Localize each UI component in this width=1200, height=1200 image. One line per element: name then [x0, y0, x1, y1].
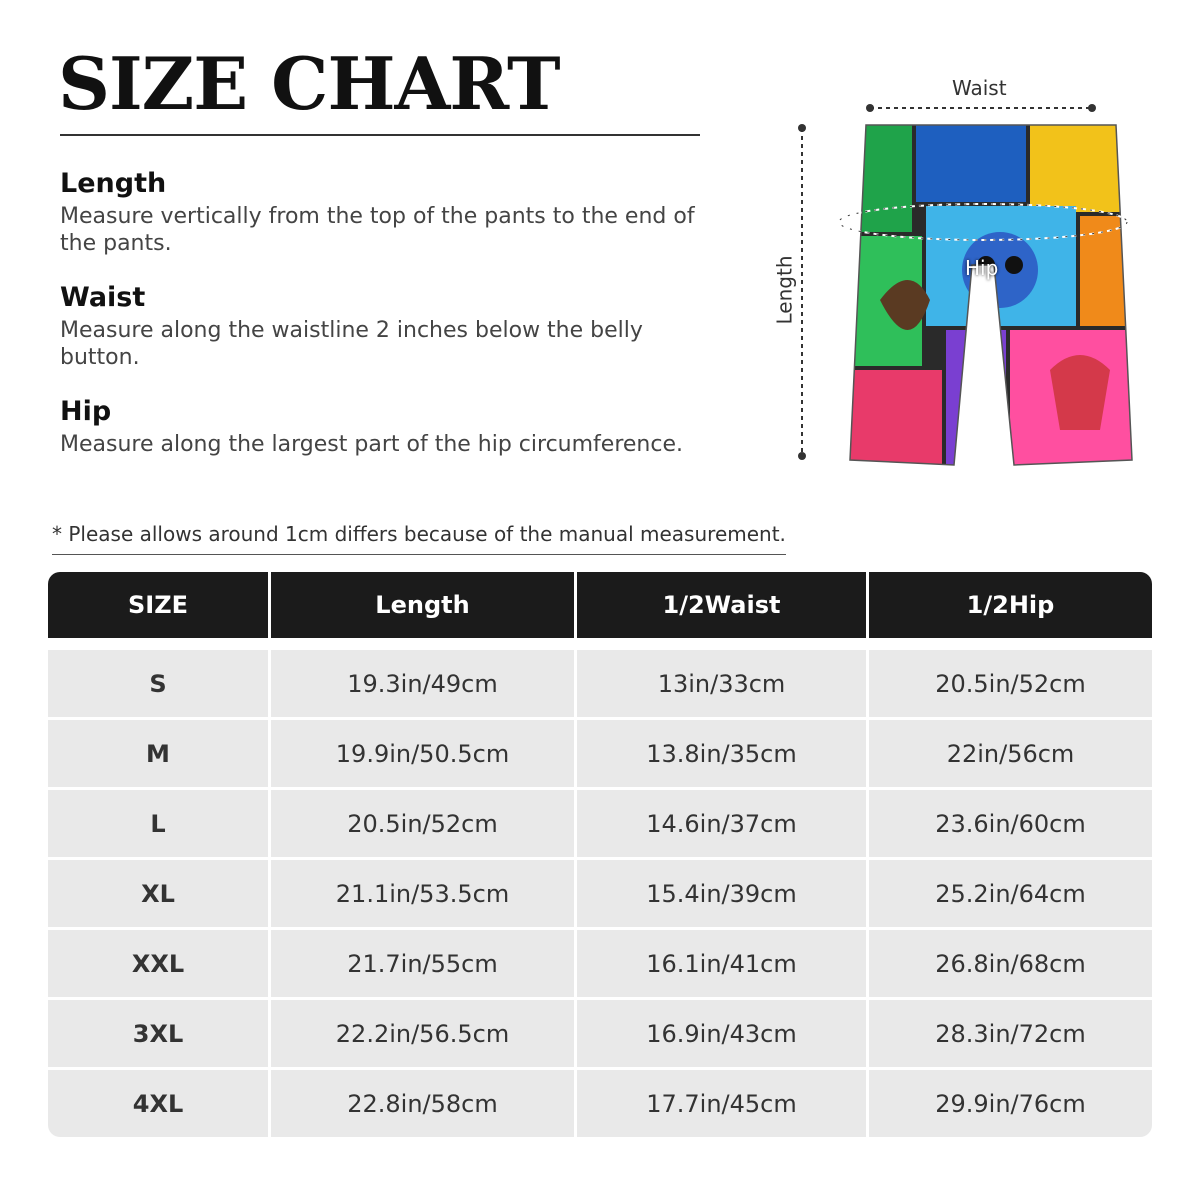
table-row — [48, 1070, 1152, 1137]
waist-cell: 13.8in/35cm — [574, 720, 866, 787]
definition-term: Waist — [60, 282, 146, 313]
table-row — [48, 1000, 1152, 1067]
hip-cell: 23.6in/60cm — [866, 790, 1152, 857]
shorts-illustration — [770, 70, 1170, 490]
hip-label: Hip — [965, 256, 999, 280]
definition-text: Measure vertically from the top of the pants to the end of the pants. — [60, 204, 695, 257]
measurement-note: * Please allows around 1cm differs because of the manual measurement. — [52, 522, 786, 546]
hip-cell: 20.5in/52cm — [866, 650, 1152, 717]
title-divider — [60, 134, 700, 136]
header-cell: 1/2Hip — [866, 572, 1152, 638]
definition-term: Length — [60, 168, 167, 199]
size-cell: XL — [48, 860, 268, 927]
header-cell: Length — [268, 572, 574, 638]
length-cell: 19.9in/50.5cm — [268, 720, 574, 787]
hip-cell: 26.8in/68cm — [866, 930, 1152, 997]
table-body — [48, 650, 1152, 1137]
header-cell: 1/2Waist — [574, 572, 866, 638]
length-cell: 22.8in/58cm — [268, 1070, 574, 1137]
waist-cell: 14.6in/37cm — [574, 790, 866, 857]
length-cell: 21.7in/55cm — [268, 930, 574, 997]
size-cell: L — [48, 790, 268, 857]
definition-text: Measure along the waistline 2 inches below the belly button. — [60, 318, 643, 371]
length-cell: 19.3in/49cm — [268, 650, 574, 717]
definition-hip — [60, 396, 700, 459]
waist-label: Waist — [952, 76, 1007, 100]
table-row — [48, 930, 1152, 997]
waist-cell: 16.9in/43cm — [574, 1000, 866, 1067]
table-row — [48, 790, 1152, 857]
waist-cell: 16.1in/41cm — [574, 930, 866, 997]
size-table — [48, 572, 1152, 1137]
table-row — [48, 650, 1152, 717]
shorts-diagram — [770, 70, 1170, 490]
size-cell: 3XL — [48, 1000, 268, 1067]
table-row — [48, 860, 1152, 927]
length-label: Length — [772, 255, 797, 325]
size-cell: M — [48, 720, 268, 787]
note-divider — [52, 554, 786, 555]
length-cell: 20.5in/52cm — [268, 790, 574, 857]
hip-cell: 25.2in/64cm — [866, 860, 1152, 927]
definition-length — [60, 168, 700, 258]
waist-cell: 15.4in/39cm — [574, 860, 866, 927]
size-cell: 4XL — [48, 1070, 268, 1137]
table-row — [48, 720, 1152, 787]
definition-text: Measure along the largest part of the hip circumference. — [60, 432, 683, 458]
header-cell: SIZE — [127, 591, 188, 619]
size-cell: XXL — [48, 930, 268, 997]
length-cell: 21.1in/53.5cm — [268, 860, 574, 927]
table-header — [48, 572, 1152, 638]
hip-cell: 29.9in/76cm — [866, 1070, 1152, 1137]
size-cell: S — [48, 650, 268, 717]
definition-waist — [60, 282, 700, 372]
waist-cell: 17.7in/45cm — [574, 1070, 866, 1137]
page-title: SIZE CHART — [58, 41, 560, 126]
length-cell: 22.2in/56.5cm — [268, 1000, 574, 1067]
waist-cell: 13in/33cm — [574, 650, 866, 717]
hip-cell: 28.3in/72cm — [866, 1000, 1152, 1067]
definition-term: Hip — [60, 396, 112, 427]
hip-cell: 22in/56cm — [866, 720, 1152, 787]
